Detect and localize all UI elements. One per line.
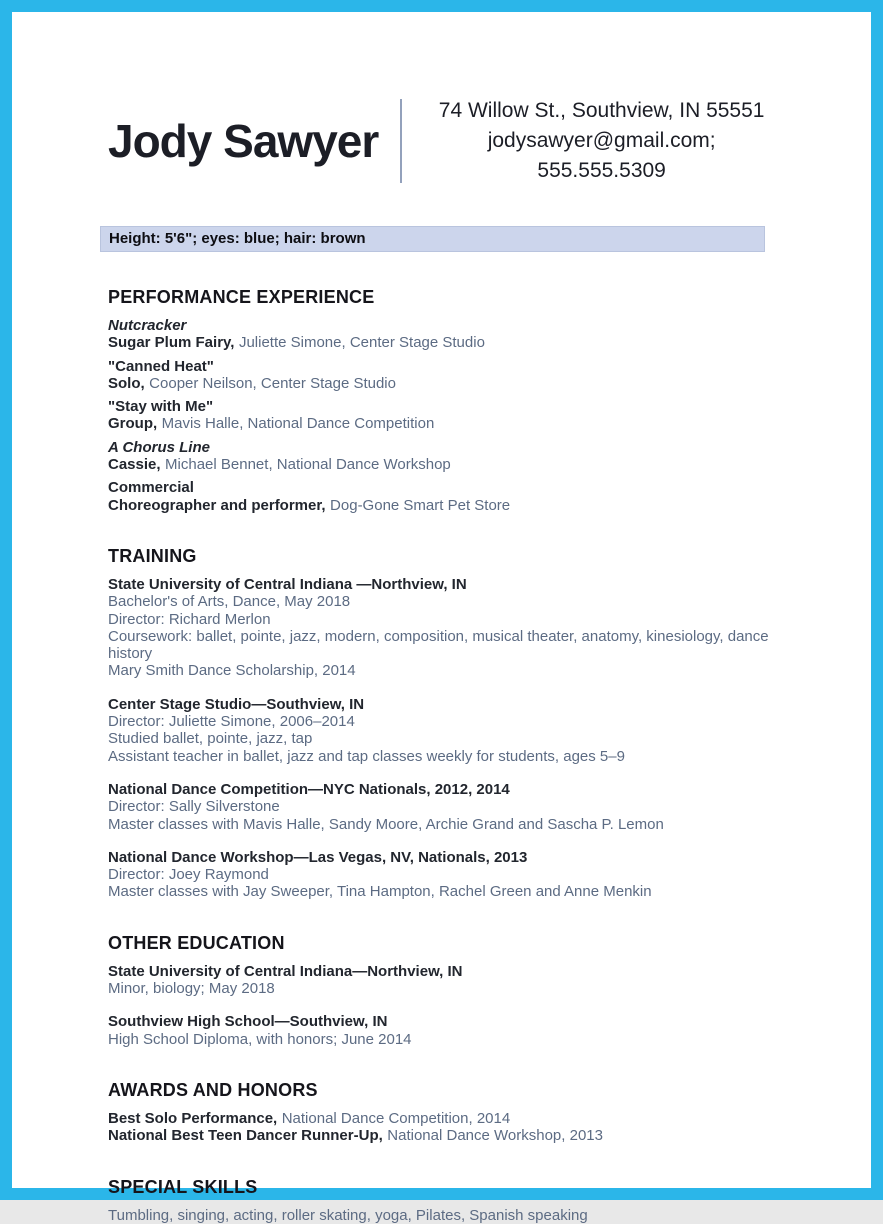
performance-entry (108, 479, 775, 514)
training-entry (108, 781, 775, 833)
section-awards-and-honors (108, 1080, 775, 1145)
role-detail: Cooper Neilson, Center Stage Studio (149, 374, 396, 392)
role: Cassie, (108, 456, 161, 474)
role-line (108, 415, 775, 432)
stats-bar (100, 226, 765, 252)
role: Solo, (108, 374, 145, 392)
role: Sugar Plum Fairy, (108, 334, 235, 352)
performance-entry (108, 398, 775, 433)
entry-heading: State University of Central Indiana—Northview, IN (108, 962, 463, 980)
entry-heading: National Dance Competition—NYC Nationals, 2012, 2014 (108, 780, 510, 798)
resume-content (12, 12, 871, 1224)
entry-line: Master classes with Jay Sweeper, Tina Hampton, Rachel Green and Anne Menkin (108, 883, 652, 901)
section-title: OTHER EDUCATION (108, 932, 285, 953)
contact-info (428, 96, 775, 186)
header (108, 96, 775, 186)
role-detail: Dog-Gone Smart Pet Store (330, 496, 511, 514)
entry-line: Director: Juliette Simone, 2006–2014 (108, 713, 355, 731)
entry-heading: Center Stage Studio—Southview, IN (108, 695, 365, 713)
stats-text: Height: 5'6"; eyes: blue; hair: brown (109, 230, 366, 247)
section-title: AWARDS AND HONORS (108, 1079, 318, 1100)
education-entry (108, 1013, 775, 1048)
section-performance-experience (108, 287, 775, 514)
entry-heading: National Dance Workshop—Las Vegas, NV, Nationals, 2013 (108, 848, 528, 866)
show-title: A Chorus Line (108, 438, 210, 456)
education-entry (108, 963, 775, 998)
section-special-skills (108, 1177, 775, 1224)
award-title: National Best Teen Dancer Runner-Up, (108, 1127, 383, 1145)
role: Group, (108, 415, 158, 433)
training-entry (108, 576, 775, 680)
section-training (108, 546, 775, 901)
address-line: 74 Willow St., Southview, IN 55551 (438, 99, 765, 122)
entry-heading: Southview High School—Southview, IN (108, 1013, 388, 1031)
entry-heading: State University of Central Indiana —Northview, IN (108, 575, 467, 593)
entry-line: Bachelor's of Arts, Dance, May 2018 (108, 593, 351, 611)
section-title: SPECIAL SKILLS (108, 1176, 258, 1197)
skills-text: Tumbling, singing, acting, roller skating, yoga, Pilates, Spanish speaking (108, 1206, 588, 1224)
entry-line: Mary Smith Dance Scholarship, 2014 (108, 662, 356, 680)
candidate-name: Jody Sawyer (108, 115, 379, 167)
award-detail: National Dance Workshop, 2013 (387, 1127, 603, 1145)
role-detail: Mavis Halle, National Dance Competition (161, 415, 435, 433)
show-title: Nutcracker (108, 317, 187, 334)
entry-line: Coursework: ballet, pointe, jazz, modern, composition, musical theater, anatomy, kinesiology, dance history (108, 627, 769, 663)
training-entry (108, 849, 775, 901)
role-line (108, 497, 775, 514)
header-divider (400, 99, 402, 183)
section-other-education (108, 933, 775, 1048)
award-entry (108, 1110, 775, 1127)
show-title: "Stay with Me" (108, 398, 214, 416)
entry-line: Studied ballet, pointe, jazz, tap (108, 730, 313, 748)
entry-line: Director: Sally Silverstone (108, 798, 280, 816)
entry-line: High School Diploma, with honors; June 2014 (108, 1030, 412, 1048)
role-line (108, 334, 775, 351)
role-detail: Michael Bennet, National Dance Workshop (165, 456, 451, 474)
performance-entry (108, 317, 775, 352)
show-title: "Canned Heat" (108, 357, 214, 375)
show-title: Commercial (108, 479, 194, 497)
section-title: PERFORMANCE EXPERIENCE (108, 287, 375, 307)
entry-line: Assistant teacher in ballet, jazz and tap classes weekly for students, ages 5–9 (108, 747, 625, 765)
entry-line: Director: Richard Merlon (108, 610, 271, 628)
entry-line: Director: Joey Raymond (108, 866, 269, 884)
award-detail: National Dance Competition, 2014 (281, 1109, 511, 1127)
section-title: TRAINING (108, 545, 197, 566)
email-phone-line: jodysawyer@gmail.com; 555.555.5309 (487, 129, 716, 182)
role: Choreographer and performer, (108, 496, 326, 514)
role-line (108, 456, 775, 473)
performance-entry (108, 439, 775, 474)
award-title: Best Solo Performance, (108, 1109, 278, 1127)
entry-line: Master classes with Mavis Halle, Sandy Moore, Archie Grand and Sascha P. Lemon (108, 815, 664, 833)
award-entry (108, 1127, 775, 1144)
training-entry (108, 696, 775, 765)
performance-entry (108, 358, 775, 393)
entry-line: Minor, biology; May 2018 (108, 980, 275, 998)
role-line (108, 375, 775, 392)
role-detail: Juliette Simone, Center Stage Studio (238, 334, 485, 352)
